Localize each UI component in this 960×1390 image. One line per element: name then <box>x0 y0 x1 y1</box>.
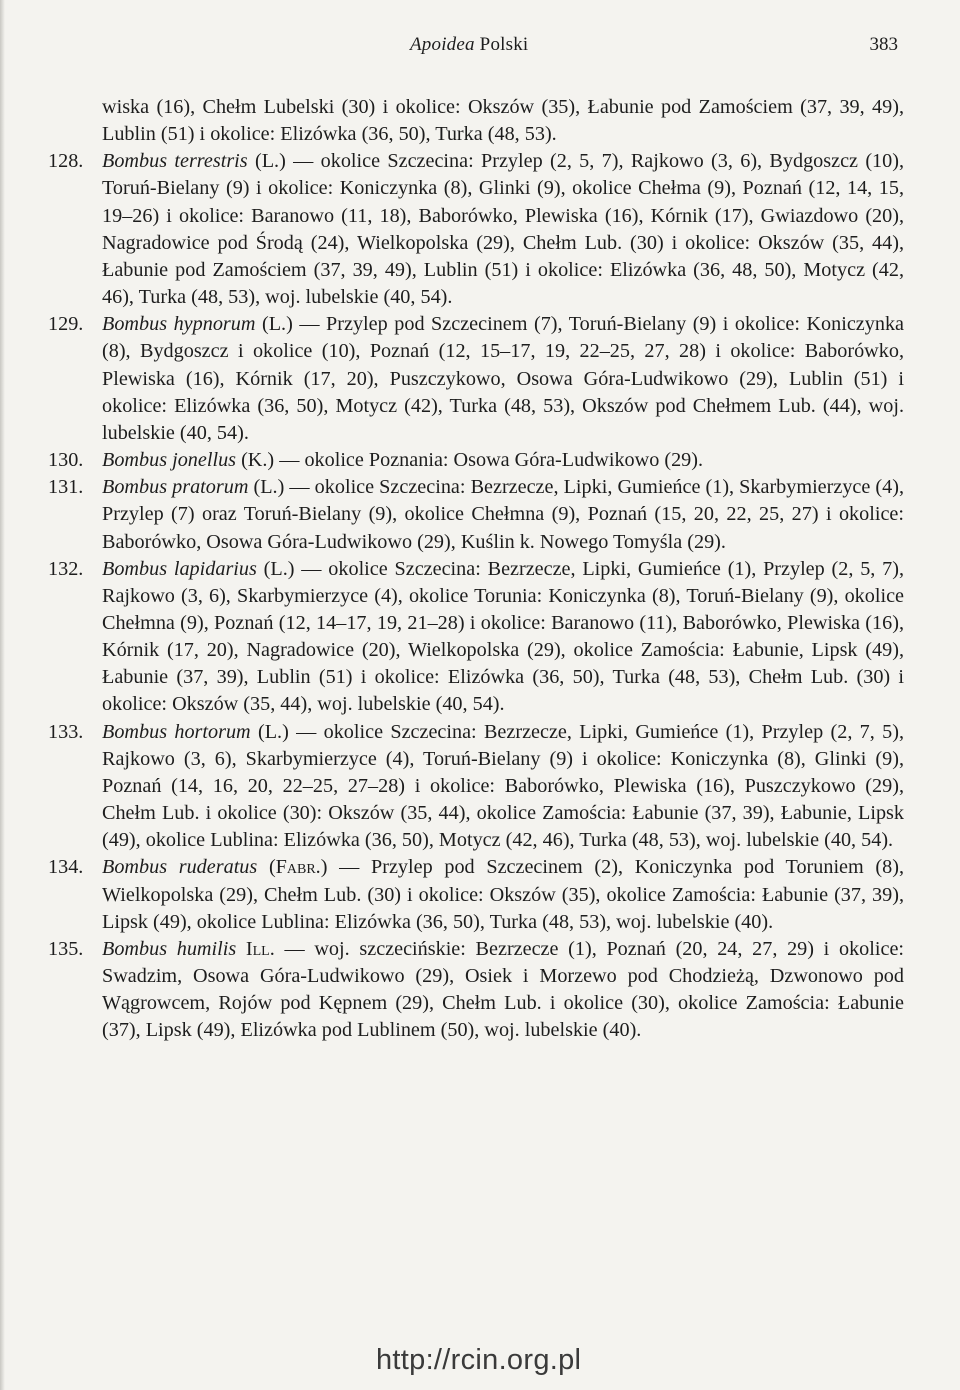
species-name: Bombus hypnorum <box>102 313 256 336</box>
species-entry-128 <box>48 148 904 311</box>
species-name: Bombus hortorum <box>102 720 251 743</box>
species-author: (Fabr.) <box>268 856 328 879</box>
species-author: (L.) <box>254 150 286 173</box>
species-entry-133 <box>48 719 904 855</box>
entry-number: 134. <box>48 856 84 879</box>
species-author: Ill. <box>245 937 275 960</box>
entry-localities: — woj. szczecińskie: Bezrzecze (1), Poznań (20, 24, 27, 29) i okolice: Swadzim, Osowa Góra-Ludwikowo (29), Osiek i Morzewo pod Chodzieżą, Dzwonowo pod Wągrowcem, Rojów pod Kępnem (29), Chełm Lub. i okolice (30), okolice Zamościa: Łabunie (37), Lipsk (49), Elizówka pod Lublinem (50), woj. lubelskie (40). <box>102 937 905 1042</box>
species-name: Bombus lapidarius <box>102 557 257 580</box>
page-left-edge <box>0 0 5 1390</box>
species-name: Bombus pratorum <box>102 476 249 499</box>
entry-localities: — okolice Szczecina: Przylep (2, 5, 7), Rajkowo (3, 6), Bydgoszcz (10), Toruń-Bielany (9) i okolice: Koniczynka (8), Glinki (9), okolice Chełma (9), Poznań (12, 14, 15, 19–26) i okolice: Baranowo (11, 18), Baborówko, Plewiska (16), Kórnik (17), Gwiazdowo (20), Nagradowice pod Środą (24), Wielkopolska (29), Chełm Lub. (30) i okolice: Okszów (35, 44), Łabunie pod Zamościem (37, 39, 49), Lublin (51) i okolice: Elizówka (36, 48, 50), Motycz (42, 46), Turka (48, 53), woj. lubelskie (40, 54). <box>102 150 904 309</box>
entry-number: 131. <box>48 476 84 499</box>
species-entry-132 <box>48 556 904 719</box>
species-name: Bombus terrestris <box>102 150 248 173</box>
species-entry-135 <box>48 936 904 1045</box>
entry-number: 133. <box>48 720 84 743</box>
watermark-url: http://rcin.org.pl <box>376 1344 582 1376</box>
entry-number: 130. <box>48 449 84 472</box>
running-head <box>0 34 960 64</box>
entry-number: 128. <box>48 150 84 173</box>
species-author: (L.) <box>253 476 285 499</box>
entry-localities: — okolice Szczecina: Bezrzecze, Lipki, Gumieńce (1), Przylep (2, 7, 5), Rajkowo (3, 6), Skarbymierzyce (4), Toruń-Bielany (9) i okolice: Koniczynka (8), Glinki (9), Poznań (14, 16, 20, 22–25, 27–28) i okolice: Baborówko, Plewiska (16), Puszczykowo (29), Chełm Lub. i okolice (30): Okszów (35, 44), okolice Zamościa: Łabunie (37, 39), Łabunie, Lipsk (49), okolice Lublina: Elizówka (36, 50), Motycz (42, 46), Turka (48, 53), woj. lubelskie (40, 54). <box>102 720 904 852</box>
species-name: Bombus humilis <box>102 937 237 960</box>
entry-localities: — Przylep pod Szczecinem (2), Koniczynka pod Toruniem (8), Wielkopolska (29), Chełm Lub. (30) i okolice: Okszów (35), okolice Zamościa: Łabunie (37, 39), Lipsk (49), okolice Lublina: Elizówka (36, 50), Turka (48, 53), woj. lubelskie (40). <box>102 856 904 933</box>
entry-localities: — okolice Szczecina: Bezrzecze, Lipki, Gumieńce (1), Skarbymierzyce (4), Przylep (7) oraz Toruń-Bielany (9), okolice Chełmna (9), Poznań (15, 20, 22, 25, 27) i okolice: Baborówko, Osowa Góra-Ludwikowo (29), Kuślin k. Nowego Tomyśla (29). <box>102 476 905 553</box>
species-author: (K.) <box>241 449 275 472</box>
species-name: Bombus ruderatus <box>102 856 258 879</box>
running-title <box>410 34 528 56</box>
entry-localities: — Przylep pod Szczecinem (7), Toruń-Bielany (9) i okolice: Koniczynka (8), Bydgoszcz i okolice (10), Poznań (12, 15–17, 19, 22–25, 27, 28) i okolice: Baborówko, Plewiska (16), Kórnik (17, 20), Puszczykowo, Osowa Góra-Ludwikowo (29), Lublin (51) i okolice: Elizówka (36, 50), Motycz (42), Turka (48, 53), Okszów pod Chełmem Lub. (44), woj. lubelskie (40, 54). <box>102 313 904 444</box>
entry-localities: — okolice Poznania: Osowa Góra-Ludwikowo (29). <box>274 449 704 472</box>
entry-localities: — okolice Szczecina: Bezrzecze, Lipki, Gumieńce (1), Przylep (2, 5, 7), Rajkowo (3, 6), Skarbymierzyce (4), okolice Torunia: Koniczynka (8), Toruń-Bielany (9), okolice Chełmna (9), Poznań (12, 14–17, 19, 21–28) i okolice: Baranowo (11), Baborówko, Plewiska (16), Kórnik (17, 20), Nagradowice (20), Wielkopolska (29), okolice Zamościa: Łabunie, Lipsk (49), Łabunie (37, 39), Lublin (51) i okolice: Elizówka (36, 50), Turka (48, 53), Chełm Lub. (30) i okolice: Okszów (35, 44), woj. lubelskie (40, 54). <box>102 557 905 716</box>
species-entry-130 <box>48 447 904 474</box>
species-author: (L.) <box>257 720 289 743</box>
species-name: Bombus jonellus <box>102 449 237 472</box>
entry-number: 129. <box>48 313 84 336</box>
species-entry-131 <box>48 474 904 555</box>
species-author: (L.) <box>261 313 293 336</box>
page-body <box>48 94 904 1044</box>
entry-number: 132. <box>48 557 84 580</box>
running-title-italic: Apoidea <box>410 34 475 55</box>
species-entry-129 <box>48 311 904 447</box>
running-title-rest: Polski <box>479 34 529 55</box>
species-author: (L.) <box>263 557 295 580</box>
entry-number: 135. <box>48 937 84 960</box>
species-entry-134 <box>48 854 904 935</box>
continuation-paragraph: wiska (16), Chełm Lubelski (30) i okolice: Okszów (35), Łabunie pod Zamościem (37, 39, 49), Lublin (51) i okolice: Elizówka (36, 50), Turka (48, 53). <box>102 96 904 146</box>
page-number: 383 <box>869 34 898 55</box>
